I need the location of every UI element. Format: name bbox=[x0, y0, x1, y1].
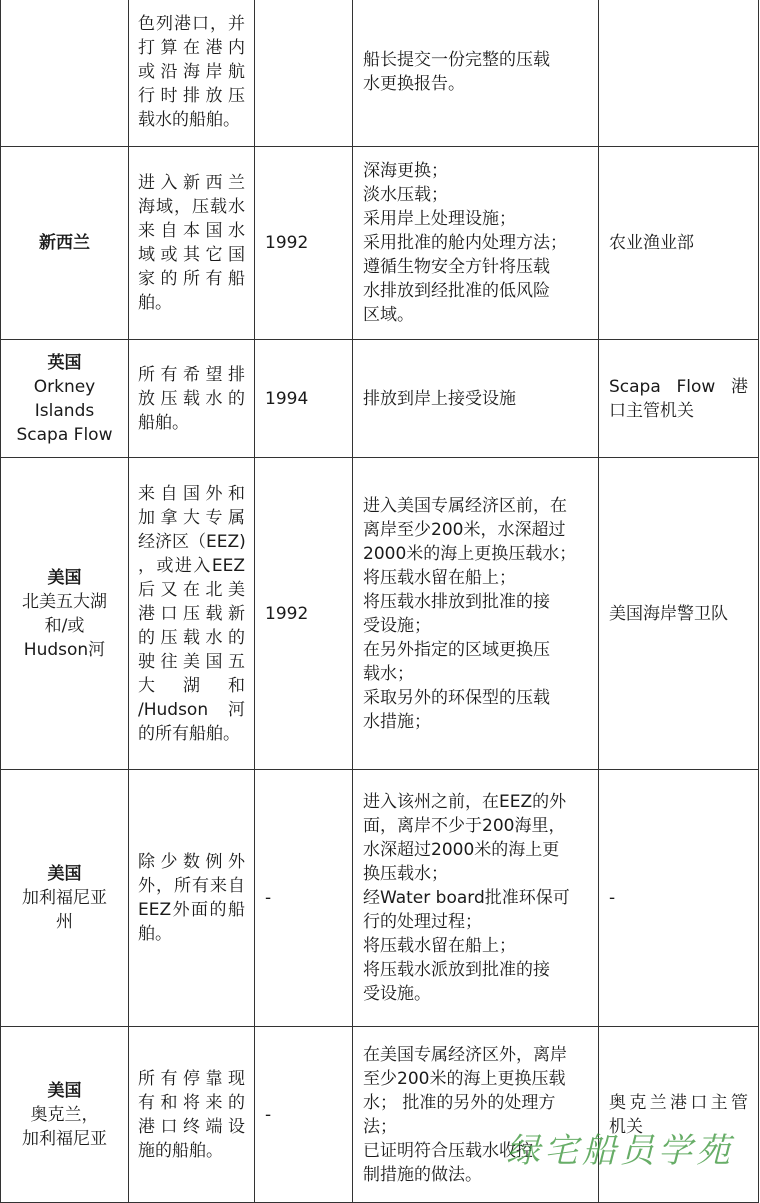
measures-cell bbox=[353, 340, 599, 458]
year-cell bbox=[255, 340, 353, 458]
measure-line: 在另外指定的区域更换压 bbox=[363, 639, 550, 660]
target-line: 经济区（EEZ) bbox=[138, 531, 246, 552]
measure-line: 在美国专属经济区外，离岸 bbox=[363, 1044, 567, 1065]
measure-line: 法； bbox=[363, 1116, 397, 1137]
table-row bbox=[1, 0, 759, 147]
region-name: 加利福尼亚 bbox=[22, 888, 107, 908]
country-cell bbox=[1, 1027, 129, 1203]
measure-line: 水深超过2000米的海上更 bbox=[363, 840, 560, 860]
measure-line: 将压载水留在船上； bbox=[363, 936, 516, 956]
target-line: 所有停靠现 bbox=[138, 1068, 245, 1089]
target-line: 大 湖 和 bbox=[138, 675, 245, 696]
target-line: 的压载水的 bbox=[138, 627, 245, 648]
measures-cell bbox=[353, 0, 599, 147]
target-line: EEZ外面的船 bbox=[138, 900, 245, 920]
measure-line: 将压载水留在船上； bbox=[363, 567, 516, 588]
target-line: 除少数例外 bbox=[138, 852, 245, 872]
measure-line: 进入美国专属经济区前，在 bbox=[363, 495, 567, 516]
watermark-logo: 绿宅船员学苑 bbox=[506, 1131, 734, 1171]
table-row bbox=[1, 770, 759, 1027]
target-line: 来自国外和 bbox=[138, 483, 245, 504]
authority-cell bbox=[599, 458, 759, 770]
target-ships-cell bbox=[129, 0, 255, 147]
measure-line: 将压载水派放到批准的接 bbox=[363, 960, 550, 980]
measure-line: 进入该州之前，在EEZ的外 bbox=[363, 792, 567, 812]
measure-line: 面，离岸不少于200海里， bbox=[363, 816, 566, 836]
table-row bbox=[1, 458, 759, 770]
country-name: 美国 bbox=[47, 567, 82, 588]
target-line: 行时排放压 bbox=[138, 85, 245, 106]
country-cell bbox=[1, 770, 129, 1027]
measure-line: 行的处理过程； bbox=[363, 912, 482, 932]
year-value: 1992 bbox=[265, 233, 309, 253]
authority-cell bbox=[599, 147, 759, 340]
authority-cell bbox=[599, 340, 759, 458]
year-cell bbox=[255, 147, 353, 340]
measures-cell bbox=[353, 458, 599, 770]
country-name: 新西兰 bbox=[39, 233, 90, 253]
target-line: 加拿大专属 bbox=[138, 507, 245, 528]
measure-line: 换压载水； bbox=[363, 864, 448, 884]
authority-line: 口主管机关 bbox=[609, 400, 694, 421]
table-row bbox=[1, 340, 759, 458]
country-cell bbox=[1, 340, 129, 458]
measure-line: 水更换报告。 bbox=[363, 73, 465, 94]
measure-line: 受设施； bbox=[363, 615, 431, 636]
measure-line: 淡水压载； bbox=[363, 185, 448, 205]
measure-line: 离岸至少200米，水深超过 bbox=[363, 519, 566, 540]
measure-line: 采取另外的环保型的压载 bbox=[363, 687, 550, 708]
country-name: 美国 bbox=[47, 864, 82, 884]
target-line: 有和将来的 bbox=[138, 1092, 245, 1113]
year-value: 1994 bbox=[265, 388, 309, 409]
measure-line: 已证明符合压载水收控 bbox=[363, 1140, 533, 1161]
target-ships-cell bbox=[129, 458, 255, 770]
region-name: 加利福尼亚 bbox=[22, 1128, 107, 1149]
authority-line: - bbox=[609, 888, 616, 908]
measures-cell bbox=[353, 770, 599, 1027]
region-name: Scapa Flow bbox=[16, 424, 113, 445]
measure-line: 采用岸上处理设施； bbox=[363, 209, 516, 229]
country-cell bbox=[1, 458, 129, 770]
target-ships-cell bbox=[129, 340, 255, 458]
measures-cell bbox=[353, 147, 599, 340]
target-line: 所有希望排 bbox=[138, 364, 245, 385]
authority-line: 奥克兰港口主管 bbox=[609, 1092, 748, 1113]
region-name: 北美五大湖 bbox=[22, 591, 107, 612]
measures-cell bbox=[353, 1027, 599, 1203]
country-cell bbox=[1, 147, 129, 340]
measure-line: 将压载水排放到批准的接 bbox=[363, 591, 550, 612]
measure-line: 2000米的海上更换压载水； bbox=[363, 543, 577, 564]
target-line: 舶。 bbox=[138, 924, 172, 944]
region-name: Hudson河 bbox=[23, 639, 106, 660]
measure-line: 水措施； bbox=[363, 711, 431, 732]
measure-line: 载水； bbox=[363, 663, 414, 684]
measure-line: 制措施的做法。 bbox=[363, 1164, 482, 1185]
region-name: 和/或 bbox=[44, 615, 85, 636]
target-line: 进入新西兰 bbox=[138, 173, 245, 193]
target-line: 来自本国水 bbox=[138, 221, 245, 241]
year-cell bbox=[255, 0, 353, 147]
target-line: 打算在港内 bbox=[138, 37, 245, 58]
authority-line: 机关 bbox=[609, 1116, 643, 1137]
authority-cell bbox=[599, 0, 759, 147]
measure-line: 至少200米的海上更换压载 bbox=[363, 1068, 566, 1089]
target-line: 船舶。 bbox=[138, 412, 189, 433]
year-value: - bbox=[265, 1104, 272, 1125]
measure-line: 受设施。 bbox=[363, 984, 431, 1004]
measure-line: 区域。 bbox=[363, 305, 414, 325]
measure-line: 深海更换； bbox=[363, 161, 448, 181]
measure-line: 遵循生物安全方针将压载 bbox=[363, 257, 550, 277]
target-ships-cell bbox=[129, 770, 255, 1027]
target-line: 驶往美国五 bbox=[138, 651, 245, 672]
region-name: 州 bbox=[56, 912, 73, 932]
country-cell bbox=[1, 0, 129, 147]
target-line: 或沿海岸航 bbox=[138, 61, 245, 82]
target-line: 域或其它国 bbox=[138, 245, 245, 265]
target-line: ，或进入EEZ bbox=[138, 555, 245, 576]
target-ships-cell bbox=[129, 147, 255, 340]
measure-line: 排放到岸上接受设施 bbox=[363, 388, 516, 409]
authority-line: 农业渔业部 bbox=[609, 233, 694, 253]
target-line: 海域，压载水 bbox=[138, 197, 245, 217]
table-row bbox=[1, 147, 759, 340]
year-cell bbox=[255, 770, 353, 1027]
year-cell bbox=[255, 1027, 353, 1203]
country-name: 美国 bbox=[47, 1080, 82, 1101]
measure-line: 经Water board批准环保可 bbox=[363, 888, 570, 908]
measure-line: 水排放到经批准的低风险 bbox=[363, 281, 550, 301]
region-name: 奥克兰， bbox=[30, 1104, 99, 1125]
measure-line: 船长提交一份完整的压载 bbox=[363, 49, 550, 70]
target-line: 家的所有船 bbox=[138, 269, 245, 289]
target-line: 色列港口，并 bbox=[138, 13, 245, 34]
target-line: 港口终端设 bbox=[138, 1116, 245, 1137]
region-name: Orkney bbox=[33, 376, 96, 397]
year-cell bbox=[255, 458, 353, 770]
measure-line: 水； 批准的另外的处理方 bbox=[363, 1092, 556, 1113]
target-line: 后又在北美 bbox=[138, 579, 245, 600]
target-line: 施的船舶。 bbox=[138, 1140, 223, 1161]
target-line: 港口压载新 bbox=[138, 603, 245, 624]
country-name: 英国 bbox=[47, 352, 82, 373]
measure-line: 采用批准的舱内处理方法； bbox=[363, 233, 567, 253]
table-row bbox=[1, 1027, 759, 1203]
target-line: 舶。 bbox=[138, 293, 172, 313]
authority-line: Scapa Flow 港 bbox=[609, 376, 748, 397]
target-line: 外，所有来自 bbox=[138, 876, 245, 896]
year-value: 1992 bbox=[265, 603, 309, 624]
target-line: 的所有船舶。 bbox=[138, 723, 240, 744]
year-value: - bbox=[265, 888, 272, 908]
authority-cell bbox=[599, 770, 759, 1027]
target-line: 载水的船舶。 bbox=[138, 109, 240, 130]
region-name: Islands bbox=[34, 400, 95, 421]
authority-cell bbox=[599, 1027, 759, 1203]
authority-line: 美国海岸警卫队 bbox=[609, 603, 728, 624]
target-ships-cell bbox=[129, 1027, 255, 1203]
target-line: /Hudson河 bbox=[138, 699, 245, 720]
target-line: 放压载水的 bbox=[138, 388, 245, 409]
